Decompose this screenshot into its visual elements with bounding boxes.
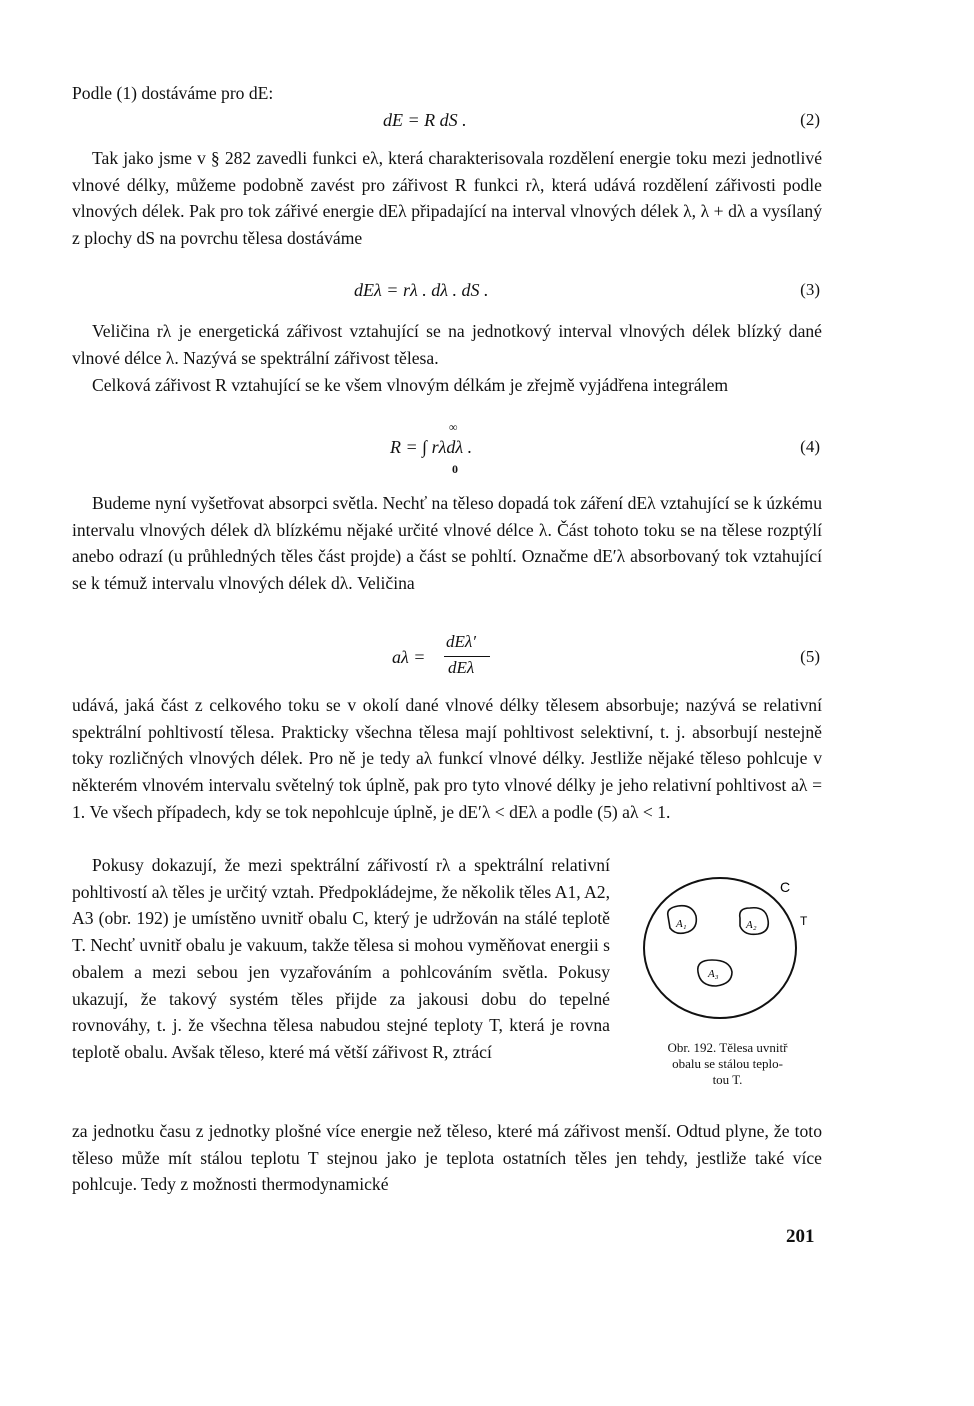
enclosure-outline [644,878,796,1018]
figure-192 [640,868,820,1033]
equation-5-number: (5) [800,647,820,666]
paragraph-relative-absorptivity: udává, jaká část z celkového toku se v okolí dané vlnové délky tělesem absorbuje; nazývá se relativní spektrální pohltivostí tělesa. Prakticky všechna tělesa mají pohltivost selektivní, t. j. absorbují nestejně toky rozličných vlnových délek. Pro ně je tedy aλ funkcí vlnové délky. Jestliže nějaké těleso pohlcuje v některém vlnovém intervalu světelný tok úplně, pak pro tyto vlnové délky je jeho relativní pohltivost aλ = 1. Ve všech případech, kdy se tok nepohlcuje úplně, je dE′λ < dEλ a podle (5) aλ < 1. [72,695,822,822]
page-number: 201 [786,1226,815,1247]
label-c: C [780,879,791,895]
equation-4-number: (4) [800,437,820,456]
enclosure-diagram [640,868,820,1028]
paragraph-conclusion: za jednotku času z jednotky plošné více energie než těleso, které má zářivost menší. Odtud plyne, že toto těleso může mít stálou teplotu T stejnou jako je teplota ostatních těles jen tehdy, jestliže také více pohlcuje. Tedy z možnosti thermodynamické [72,1121,822,1195]
paragraph-absorption: Budeme nyní vyšetřovat absorpci světla. Nechť na těleso dopadá tok záření dEλ vztahující se k úzkému intervalu vlnových délek dλ blízkému nějaké určité vlnové délce λ. Část tohoto toku se na tělese rozptýlí anebo odrazí (u průhledných těles část projde) a část se pohltí. Označme dE′λ absorbovaný tok vztahující se k témuž intervalu vlnových délek dλ. Veličina [72,493,822,594]
label-a1: A₁ [676,918,687,930]
fraction-denominator: dEλ [448,658,475,677]
label-t: T [800,914,808,928]
equation-3: dEλ = rλ . dλ . dS . [354,280,489,300]
paragraph-spectral-function: Tak jako jsme v § 282 zavedli funkci eλ, která charakterisovala rozdělení energie toku mezi jednotlivé vlnové délky, můžeme podobně zavést pro zářivost R funkci rλ, která udává rozdělení zářivosti podle vlnových délek. Pak pro tok zářivé energie dEλ připadající na interval vlnových délek λ, λ + dλ a vysílaný z plochy dS na povrchu tělesa dostáváme [72,148,822,249]
label-a2: A₂ [746,919,757,931]
figure-caption: Obr. 192. Tělesa uvnitř obalu se stálou teplo- tou T. [667,1040,788,1087]
paragraph-intro: Podle (1) dostáváme pro dE: [72,83,274,103]
fraction-bar [444,656,490,657]
fraction-numerator: dEλ′ [446,632,476,651]
paragraph-experiments: Pokusy dokazují, že mezi spektrální zářivostí rλ a spektrální relativní pohltivostí aλ těles je určitý vztah. Předpokládejme, že několik těles A1, A2, A3 (obr. 192) je umístěno uvnitř obalu C, který je udržován na stálé teplotě T. Nechť uvnitř obalu je vakuum, takže tělesa si mohou vyměňovat energii s obalem a mezi sebou jen vyzařováním a pohlcováním světla. Pokusy ukazují, že takový systém těles přijde za jakousi dobu do tepelné rovnováhy, t. j. že všechna tělesa nabudou stejné teploty T, která je rovna teplotě obalu. Avšak těleso, které má větší zářivost R, ztrácí [72,855,610,1062]
integral-upper-limit: ∞ [449,420,458,434]
equation-2: dE = R dS . [383,110,467,130]
book-page: Podle (1) dostáváme pro dE: dE = R dS . (2) Tak jako jsme v § 282 zavedli funkci eλ, která charakterisovala rozdělení energie toku mezi jednotlivé vlnové délky, můžeme podobně zavést pro zářivost R funkci rλ, která udává rozdělení zářivosti podle vlnových délek. Pak pro tok zářivé energie dEλ připadající na interval vlnových délek λ, λ + dλ a vysílaný z plochy dS na povrchu tělesa dostáváme dEλ = rλ . dλ . dS . (3) Veličina rλ je energetická zářivost vztahující se na jednotkový interval vlnových délek blízký dané vlnové délce λ. Nazývá se spektrální zářivost tělesa. Celková zářivost R vztahující se ke všem vlnovým délkám je zřejmě vyjádřena integrálem R = ∫ rλdλ . ∞ 0 (4) Budeme nyní vyšetřovat absorpci světla. Nechť na těleso dopadá tok záření dEλ vztahující se k úzkému intervalu vlnových délek dλ blízkému nějaké určité vlnové délce λ. Část tohoto toku se na tělese rozptýlí anebo odrazí (u průhledných těles část projde) a část se pohltí. Označme dE′λ absorbovaný tok vztahující se k témuž intervalu vlnových délek dλ. Veličina aλ = dEλ′ dEλ (5) udává, jaká část z celkového toku se v okolí dané vlnové délky tělesem absorbuje; nazývá se relativní spektrální pohltivostí tělesa. Prakticky všechna tělesa mají pohltivost selektivní, t. j. absorbují nestejně toky rozličných vlnových délek. Pro ně je tedy aλ funkcí vlnové délky. Jestliže nějaké těleso pohlcuje v některém vlnovém intervalu světelný tok úplně, pak pro tyto vlnové délky je jeho relativní pohltivost aλ = 1. Ve všech případech, kdy se tok nepohlcuje úplně, je dE′λ < dEλ a podle (5) aλ < 1. Pokusy dokazují, že mezi spektrální zářivostí rλ a spektrální relativní pohltivostí aλ těles je určitý vztah. Předpokládejme, že několik těles A1, A2, A3 (obr. 192) je umístěno uvnitř obalu C, který je udržován na stálé teplotě T. Nechť uvnitř obalu je vakuum, takže tělesa si mohou vyměňovat energii s obalem a mezi sebou jen vyzařováním a pohlcováním světla. Pokusy ukazují, že takový systém těles přijde za jakousi dobu do tepelné rovnováhy, t. j. že všechna tělesa nabudou stejné teploty T, která je rovna teplotě obalu. Avšak těleso, které má větší zářivost R, ztrácí za jednotku času z jednotky plošné více energie než těleso, které má zářivost menší. Odtud plyne, že toto těleso může mít stálou teplotu T stejnou jako je teplota ostatních těles jen tehdy, jestliže také více pohlcuje. Tedy z možnosti thermodynamické A₁ A₂ A₃ C T Obr. 192. Tělesa uvnitř obalu se stálou teplo- tou T. 201 [0,0,974,1406]
paragraph-total-radiance: Celková zářivost R vztahující se ke všem vlnovým délkám je zřejmě vyjádřena integrálem [92,375,729,395]
paragraph-spectral-radiance: Veličina rλ je energetická zářivost vztahující se na jednotkový interval vlnových délek blízký dané vlnové délce λ. Nazývá se spektrální zářivost tělesa. [72,321,822,368]
equation-3-number: (3) [800,280,820,299]
equation-2-number: (2) [800,110,820,129]
integral-lower-limit: 0 [452,462,458,476]
label-a3: A₃ [708,968,719,980]
